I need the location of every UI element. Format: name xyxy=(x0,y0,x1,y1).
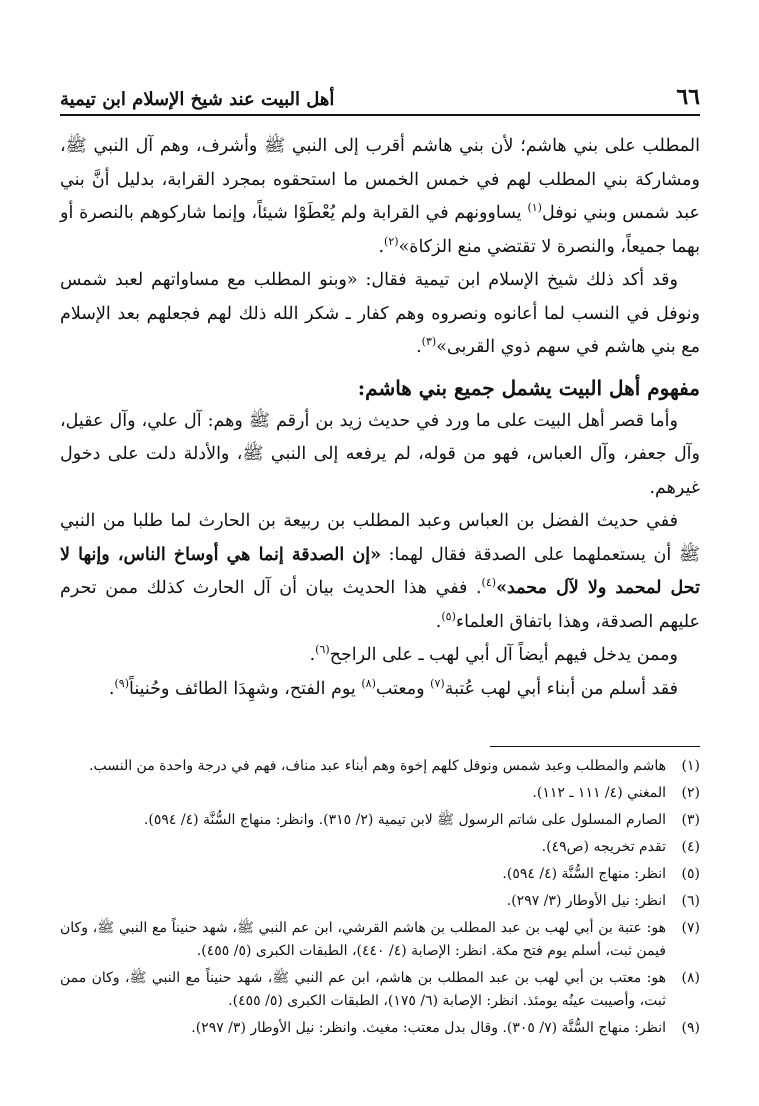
paragraph-5-text: وممن يدخل فيهم أيضاً آل أبي لهب ـ على الراجح xyxy=(329,645,678,665)
footnote xyxy=(60,967,700,1013)
footnote-ref-1[interactable]: (١) xyxy=(527,201,542,215)
footnote xyxy=(60,782,700,805)
paragraph-1-end: . xyxy=(378,236,385,257)
page-header xyxy=(60,70,700,116)
footnote xyxy=(60,1017,700,1040)
footnote-text: تقدم تخريجه (ص٤٩). xyxy=(541,839,666,855)
footnote-text: انظر: منهاج السُّنَّة (٧/ ٣٠٥). وقال بدل معتب: مغيث. وانظر: نيل الأوطار (٣/ ٢٩٧). xyxy=(191,1020,666,1036)
paragraph-3: وأما قصر أهل البيت على ما ورد في حديث زيد بن أرقم ﷺ وهم: آل علي، وآل عقيل، وآل جعفر، وآل العباس، فهو من قوله، لم يرفعه إلى النبي ﷺ، والأدلة دلت على دخول غيرهم. xyxy=(60,410,700,498)
paragraph-6-text: فقد أسلم من أبناء أبي لهب عُتبة xyxy=(444,678,678,699)
main-text xyxy=(60,130,700,706)
section-heading: مفهوم أهل البيت يشمل جميع بني هاشم: xyxy=(357,375,700,400)
page-number: ٦٦ xyxy=(676,84,700,110)
footnote-number: (٥) xyxy=(681,866,700,882)
footnote-text: الصارم المسلول على شاتم الرسول ﷺ لابن تيمية (٢/ ٣١٥). وانظر: منهاج السُّنَّة (٤/ ٥٩٤). xyxy=(143,812,666,828)
footnote-number: (٨) xyxy=(681,970,700,986)
footnote-number: (٢) xyxy=(681,785,700,801)
footnote xyxy=(60,836,700,859)
paragraph-4 xyxy=(60,505,700,639)
footnote-number: (٦) xyxy=(681,893,700,909)
footnote-number: (٤) xyxy=(681,839,700,855)
footnote-text: انظر: منهاج السُّنَّة (٤/ ٥٩٤). xyxy=(502,866,666,882)
paragraph-2-text: وقد أكد ذلك شيخ الإسلام ابن تيمية فقال: «وبنو المطلب مع مساواتهم لعبد شمس ونوفل في النسب لما أعانوه ونصروه وهم كفار ـ شكر الله ذلك لهم فجعلهم بعد الإسلام مع بني هاشم في سهم ذوي القربى» xyxy=(60,270,700,357)
footnote-ref-2[interactable]: (٢) xyxy=(384,234,399,248)
footnote xyxy=(60,755,700,778)
paragraph-2 xyxy=(60,264,700,365)
paragraph-5-end: . xyxy=(309,645,316,665)
paragraph-6-text-c: يوم الفتح، وشهِدَا الطائف وحُنيناً xyxy=(128,678,362,699)
paragraph-1 xyxy=(60,130,700,264)
footnote-number: (٩) xyxy=(681,1020,700,1036)
footnote xyxy=(60,917,700,963)
footnote-number: (٧) xyxy=(681,920,700,936)
paragraph-1-text: المطلب على بني هاشم؛ لأن بني هاشم أقرب إلى النبي ﷺ وأشرف، وهم آل النبي ﷺ، ومشاركة بني المطلب لهم في خمس الخمس ما استحقوه بمجرد القرابة، بدليل أنَّ بني عبد شمس وبني نوفل xyxy=(60,136,701,223)
footnote-ref-3[interactable]: (٣) xyxy=(421,335,437,349)
footnote-text: هو: عتبة بن أبي لهب بن عبد المطلب بن هاشم القرشي، ابن عم النبي ﷺ، شهد حنيناً مع النبي ﷺ، وكان فيمن ثبت، أسلم يوم فتح مكة. انظر: الإصابة (٤/ ٤٤٠)، الطبقات الكبرى (٥/ ٤٥٥). xyxy=(60,920,666,959)
paragraph-1-text-b: يساوونهم في القرابة ولم يُعْطَوْا شيئاً، وإنما شاركوهم بالنصرة أو بهما جميعاً، والنصرة لا تقتضي منع الزكاة» xyxy=(60,203,700,257)
footnote-ref-6[interactable]: (٦) xyxy=(315,643,330,657)
footnote-ref-9[interactable]: (٩) xyxy=(114,676,129,690)
paragraph-5 xyxy=(60,639,700,673)
footnote-text: هو: معتب بن أبي لهب بن عبد المطلب بن هاشم، ابن عم النبي ﷺ، شهد حنيناً مع النبي ﷺ، وكان ممن ثبت، وأصيبت عينُه يومئذ. انظر: الإصابة (٦/ ١٧٥)، الطبقات الكبرى (٥/ ٤٥٥). xyxy=(60,970,666,1009)
footnote xyxy=(60,863,700,886)
footnotes xyxy=(60,755,700,1040)
paragraph-4-text: ففي حديث الفضل بن العباس وعبد المطلب بن ربيعة بن الحارث لما طلبا من النبي ﷺ أن يستعملهما على الصدقة فقال لهما: xyxy=(60,511,700,565)
footnote-ref-5[interactable]: (٥) xyxy=(441,609,456,623)
footnote-ref-8[interactable]: (٨) xyxy=(361,676,376,690)
footnote xyxy=(60,890,700,913)
footnote-text: المغني (٤/ ١١١ ـ ١١٢). xyxy=(532,785,666,801)
paragraph-4-end: . xyxy=(435,611,442,632)
paragraph-6 xyxy=(60,673,700,707)
footnote-text: هاشم والمطلب وعبد شمس ونوفل كلهم إخوة وهم أبناء عبد مناف، فهم في درجة واحدة من النسب. xyxy=(89,758,666,774)
footnote-number: (٣) xyxy=(681,812,700,828)
footnote-text: انظر: نيل الأوطار (٣/ ٢٩٧). xyxy=(506,893,666,909)
running-title: أهل البيت عند شيخ الإسلام ابن تيمية xyxy=(60,89,335,110)
footnote xyxy=(60,809,700,832)
paragraph-2-end: . xyxy=(416,337,422,357)
paragraph-6-text-b: ومعتب xyxy=(375,678,431,699)
footnote-number: (١) xyxy=(681,758,700,774)
footnote-ref-4[interactable]: (٤) xyxy=(481,576,497,590)
book-page xyxy=(60,70,700,1080)
paragraph-6-end: . xyxy=(108,678,115,699)
hadith-quote: «إن الصدقة إنما هي أوساخ الناس، وإنها لا تحل لمحمد ولا لآل محمد» xyxy=(60,544,700,598)
paragraph-4-text-b: . ففي هذا الحديث بيان أن آل الحارث كذلك ممن تحرم عليهم الصدقة، وهذا باتفاق العلماء xyxy=(60,578,700,632)
footnote-separator xyxy=(490,746,700,747)
footnote-ref-7[interactable]: (٧) xyxy=(430,676,445,690)
